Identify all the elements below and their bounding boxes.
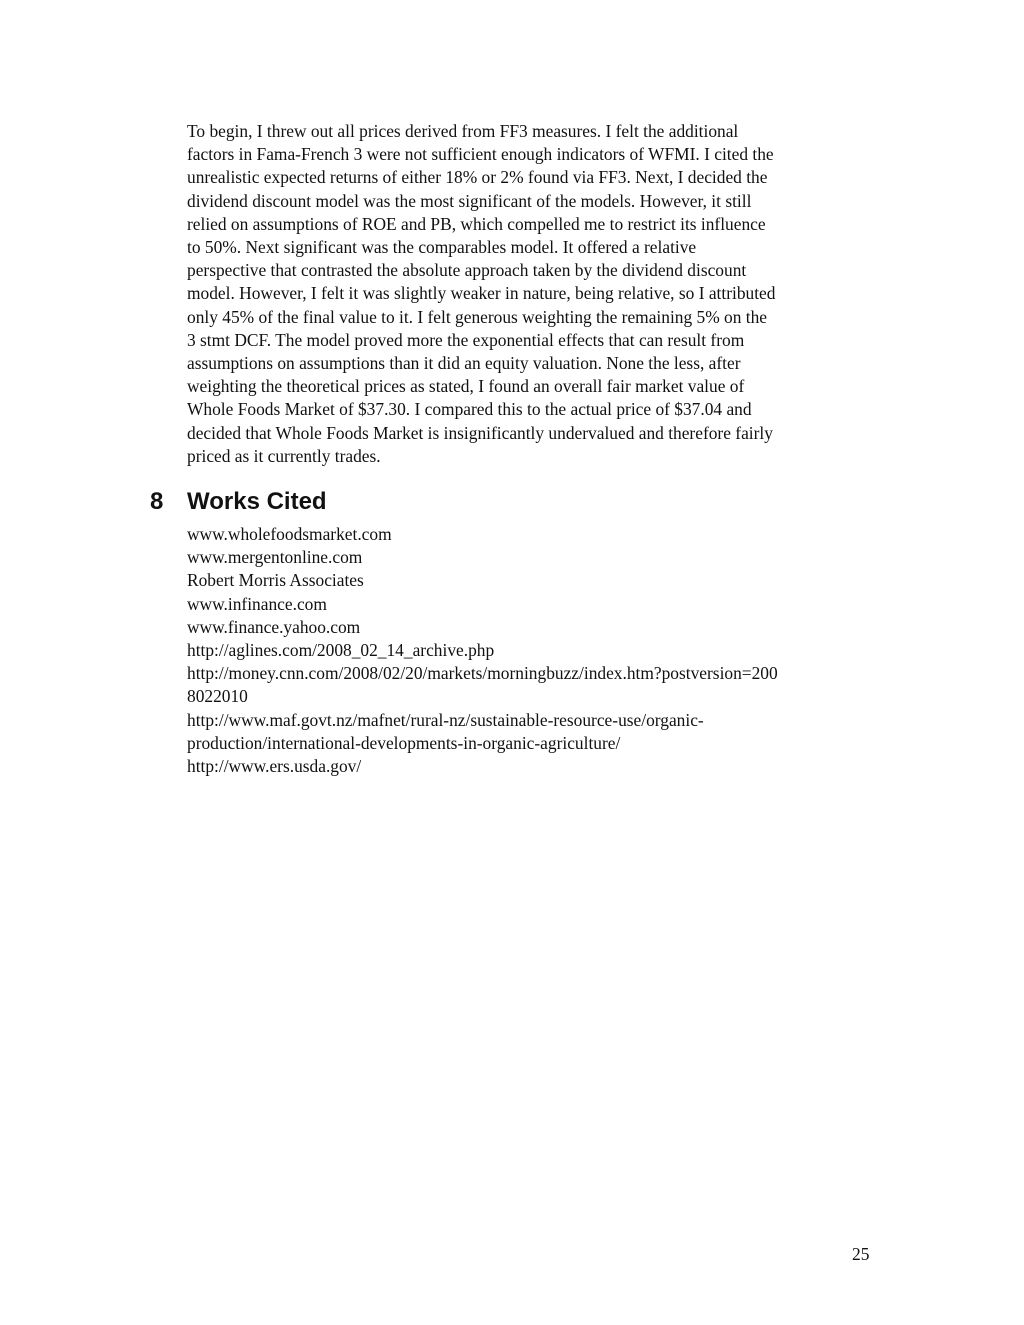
paragraph-line: priced as it currently trades. bbox=[187, 445, 381, 466]
paragraph-line: unrealistic expected returns of either 18% or 2% found via FF3. Next, I decided the bbox=[187, 167, 768, 188]
citation-item: http://www.ers.usda.gov/ bbox=[187, 756, 362, 777]
paragraph-line: relied on assumptions of ROE and PB, which compelled me to restrict its influence bbox=[187, 213, 766, 234]
citation-item: 8022010 bbox=[187, 686, 248, 707]
citation-item: Robert Morris Associates bbox=[187, 570, 364, 591]
paragraph-line: 3 stmt DCF. The model proved more the exponential effects that can result from bbox=[187, 329, 745, 350]
section-heading bbox=[150, 486, 327, 518]
page-number: 25 bbox=[852, 1244, 870, 1264]
paragraph-line: decided that Whole Foods Market is insignificantly undervalued and therefore fairly bbox=[187, 422, 773, 443]
citation-item: http://aglines.com/2008_02_14_archive.php bbox=[187, 640, 495, 661]
paragraph-line: factors in Fama-French 3 were not sufficient enough indicators of WFMI. I cited the bbox=[187, 144, 774, 165]
paragraph-line: weighting the theoretical prices as stated, I found an overall fair market value of bbox=[187, 376, 745, 397]
paragraph-line: Whole Foods Market of $37.30. I compared this to the actual price of $37.04 and bbox=[187, 399, 752, 420]
citation-item: www.infinance.com bbox=[187, 593, 327, 614]
citation-item: www.mergentonline.com bbox=[187, 547, 363, 568]
paragraph-line: assumptions on assumptions than it did an equity valuation. None the less, after bbox=[187, 353, 741, 374]
paragraph-line: perspective that contrasted the absolute approach taken by the dividend discount bbox=[187, 260, 747, 281]
paragraph-line: only 45% of the final value to it. I felt generous weighting the remaining 5% on the bbox=[187, 306, 768, 327]
paragraph-line: To begin, I threw out all prices derived from FF3 measures. I felt the additional bbox=[187, 121, 739, 141]
section-number: 8 bbox=[150, 488, 164, 515]
paragraph-line: to 50%. Next significant was the comparables model. It offered a relative bbox=[187, 237, 697, 258]
section-title: Works Cited bbox=[187, 488, 327, 515]
citation-item: production/international-developments-in-organic-agriculture/ bbox=[187, 732, 621, 753]
citation-item: www.wholefoodsmarket.com bbox=[187, 524, 392, 544]
citation-item: www.finance.yahoo.com bbox=[187, 616, 361, 637]
paragraph-line: dividend discount model was the most significant of the models. However, it still bbox=[187, 190, 752, 211]
paragraph-line: model. However, I felt it was slightly weaker in nature, being relative, so I attributed bbox=[187, 283, 776, 304]
conclusion-paragraph bbox=[187, 120, 887, 468]
citation-item: http://www.maf.govt.nz/mafnet/rural-nz/sustainable-resource-use/organic- bbox=[187, 709, 704, 730]
citation-item: http://money.cnn.com/2008/02/20/markets/morningbuzz/index.htm?postversion=200 bbox=[187, 663, 778, 684]
works-cited-list bbox=[187, 523, 887, 778]
